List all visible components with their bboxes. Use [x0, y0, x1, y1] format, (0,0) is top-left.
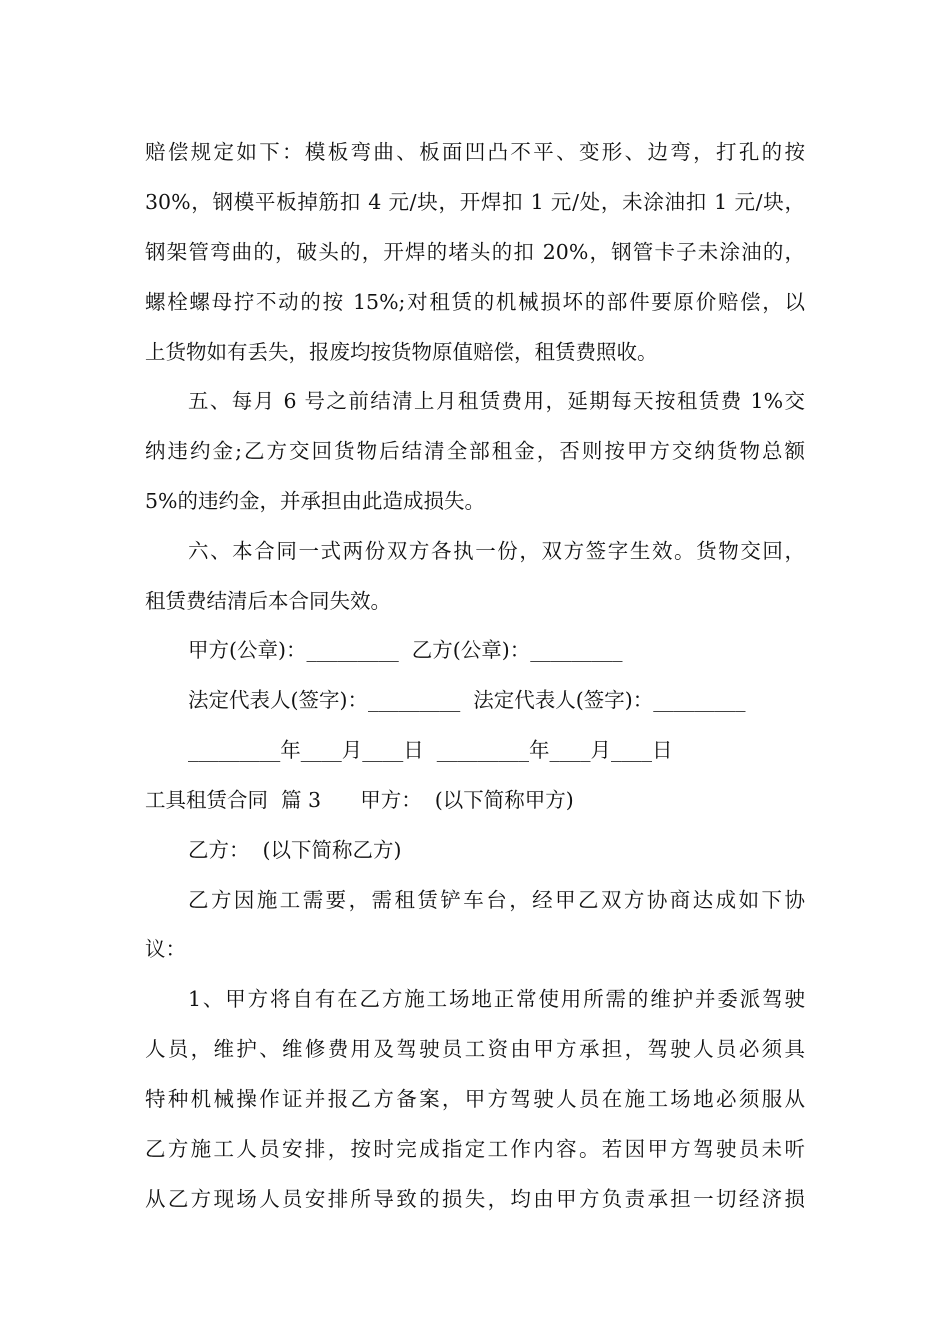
- signature-date-line: _________年____月____日 _________年____月____日: [188, 738, 673, 762]
- paragraph-line: 上货物如有丢失，报废均按货物原值赔偿，租赁费照收。: [145, 340, 658, 364]
- paragraph-line: 乙方因施工需要，需租赁铲车台，经甲乙双方协商达成如下协: [188, 888, 805, 912]
- party-b-line: 乙方： (以下简称乙方): [188, 838, 402, 862]
- signature-representative-line: 法定代表人(签字)：_________ 法定代表人(签字)：_________: [188, 688, 746, 712]
- clause-six-line: 六、本合同一式两份双方各执一份，双方签字生效。货物交回，: [188, 539, 805, 563]
- paragraph-line: 5%的违约金，并承担由此造成损失。: [145, 489, 486, 513]
- clause-one-line: 1、甲方将自有在乙方施工场地正常使用所需的维护并委派驾驶: [188, 987, 805, 1011]
- signature-party-line: 甲方(公章)：_________ 乙方(公章)：_________: [188, 638, 623, 662]
- paragraph-line: 租赁费结清后本合同失效。: [145, 589, 391, 613]
- paragraph-line: 螺栓螺母拧不动的按 15%;对租赁的机械损坏的部件要原价赔偿，以: [145, 290, 805, 314]
- clause-five-line: 五、每月 6 号之前结清上月租赁费用，延期每天按租赁费 1%交: [188, 389, 805, 413]
- paragraph-line: 特种机械操作证并报乙方备案，甲方驾驶人员在施工场地必须服从: [145, 1087, 805, 1111]
- paragraph-line: 乙方施工人员安排，按时完成指定工作内容。若因甲方驾驶员未听: [145, 1137, 805, 1161]
- paragraph-line: 纳违约金;乙方交回货物后结清全部租金，否则按甲方交纳货物总额: [145, 439, 805, 463]
- paragraph-line: 钢架管弯曲的，破头的，开焊的堵头的扣 20%，钢管卡子未涂油的，: [145, 240, 805, 264]
- paragraph-line: 从乙方现场人员安排所导致的损失，均由甲方负责承担一切经济损: [145, 1187, 805, 1211]
- paragraph-line: 议：: [145, 937, 186, 961]
- paragraph-line: 赔偿规定如下：模板弯曲、板面凹凸不平、变形、边弯，打孔的按: [145, 140, 805, 164]
- paragraph-line: 30%，钢模平板掉筋扣 4 元/块，开焊扣 1 元/处，未涂油扣 1 元/块，: [145, 190, 805, 214]
- paragraph-line: 人员，维护、维修费用及驾驶员工资由甲方承担，驾驶人员必须具: [145, 1037, 805, 1061]
- section-heading: 工具租赁合同 篇 3 甲方： (以下简称甲方): [145, 788, 574, 812]
